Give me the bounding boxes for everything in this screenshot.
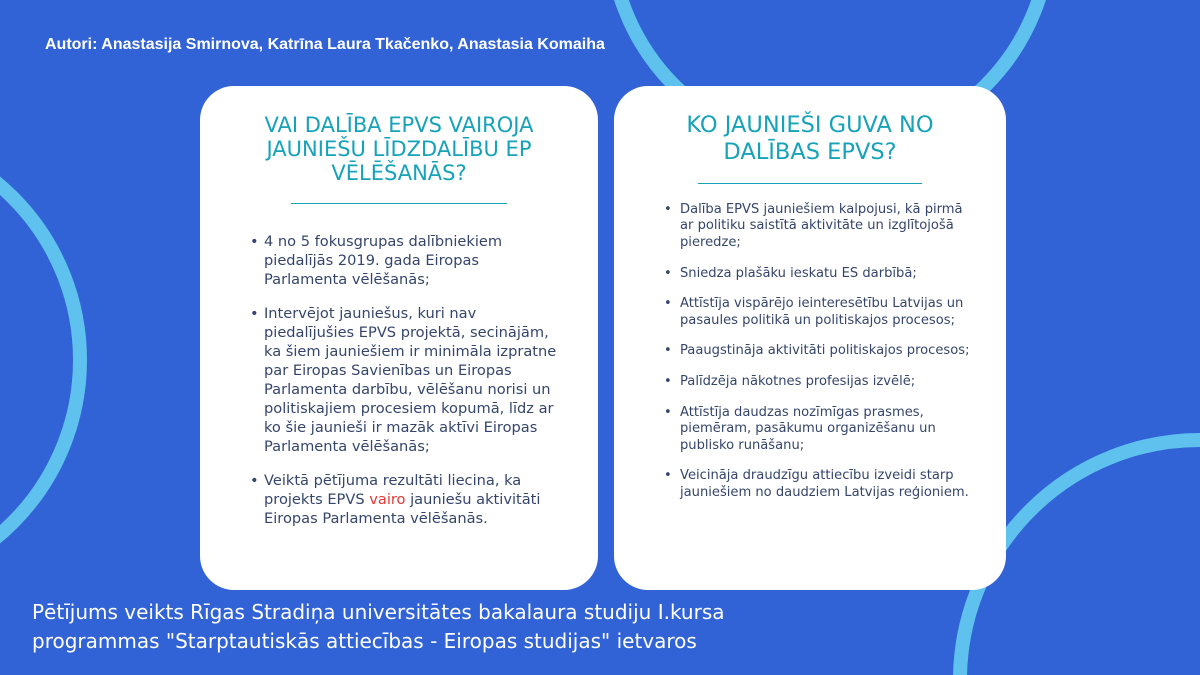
left-card-list xyxy=(250,232,560,528)
list-item: • Sniedza plašāku ieskatu ES darbībā; xyxy=(664,265,917,281)
bullet-icon: • xyxy=(664,468,672,484)
bullet-icon: • xyxy=(664,404,672,420)
highlight-word: vairo xyxy=(369,491,406,509)
list-item: • 4 no 5 fokusgrupas dalībniekiem piedalījās 2019. gada Eiropas Parlamenta vēlēšanās; xyxy=(250,233,503,289)
ring-left xyxy=(0,130,80,590)
right-card-title: KO JAUNIEŠI GUVA NO DALĪBAS EPVS? xyxy=(686,112,934,166)
footer-note xyxy=(32,598,725,656)
list-item: • Attīstīja daudzas nozīmīgas prasmes, piemēram, pasākumu organizēšanu un publisko runāšanu; xyxy=(664,404,936,453)
right-card-list xyxy=(664,202,980,502)
footer-line-2: programmas "Starptautiskās attiecības - Eiropas studijas" ietvaros xyxy=(32,629,697,653)
bullet-icon: • xyxy=(664,343,672,359)
authors-line: Autori: Anastasija Smirnova, Katrīna Laura Tkačenko, Anastasia Komaiha xyxy=(45,36,605,53)
bullet-icon: • xyxy=(664,296,672,312)
bullet-icon: • xyxy=(664,265,672,281)
list-item: • Dalība EPVS jauniešiem kalpojusi, kā pirmā ar politiku saistītā aktivitāte un izglītojošā pieredze; xyxy=(664,201,963,251)
bullet-icon: • xyxy=(250,233,259,251)
bullet-icon: • xyxy=(664,374,672,390)
list-item: • Attīstīja vispārējo ieinteresētību Latvijas un pasaules politikā un politiskajos procesos; xyxy=(664,296,964,328)
bullet-icon: • xyxy=(250,472,259,490)
list-item: • Palīdzēja nākotnes profesijas izvēlē; xyxy=(664,374,916,390)
left-card-divider xyxy=(291,203,507,204)
bullet-icon: • xyxy=(250,305,259,323)
left-card xyxy=(200,86,598,590)
list-item: • Veicināja draudzīgu attiecību izveidi starp jauniešiem no daudziem Latvijas reģioniem. xyxy=(664,468,969,500)
list-item: • Intervējot jauniešus, kuri nav piedalījušies EPVS projektā, secinājām, ka šiem jauniešiem ir minimāla izpratne par Eiropas Savienības un Eiropas Parlamenta darbību, vēlēšanu norisi un politiskajiem procesiem kopumā, līdz ar ko šie jaunieši ir mazāk aktīvi Eiropas Parlamenta vēlēšanās; xyxy=(250,305,557,456)
list-item: • Paaugstināja aktivitāti politiskajos procesos; xyxy=(664,343,970,359)
bullet-icon: • xyxy=(664,201,672,217)
list-item xyxy=(250,471,560,528)
footer-line-1: Pētījums veikts Rīgas Stradiņa universitātes bakalaura studiju I.kursa xyxy=(32,600,725,624)
result-text: Veiktā pētījuma rezultāti liecina, ka projekts EPVS vairo jauniešu aktivitāti Eiropas Parlamenta vēlēšanās. xyxy=(264,472,541,528)
right-card xyxy=(614,86,1006,590)
right-card-divider xyxy=(698,183,922,184)
left-card-title: VAI DALĪBA EPVS VAIROJA JAUNIEŠU LĪDZDALĪBU EP VĒLĒŠANĀS? xyxy=(264,113,534,186)
